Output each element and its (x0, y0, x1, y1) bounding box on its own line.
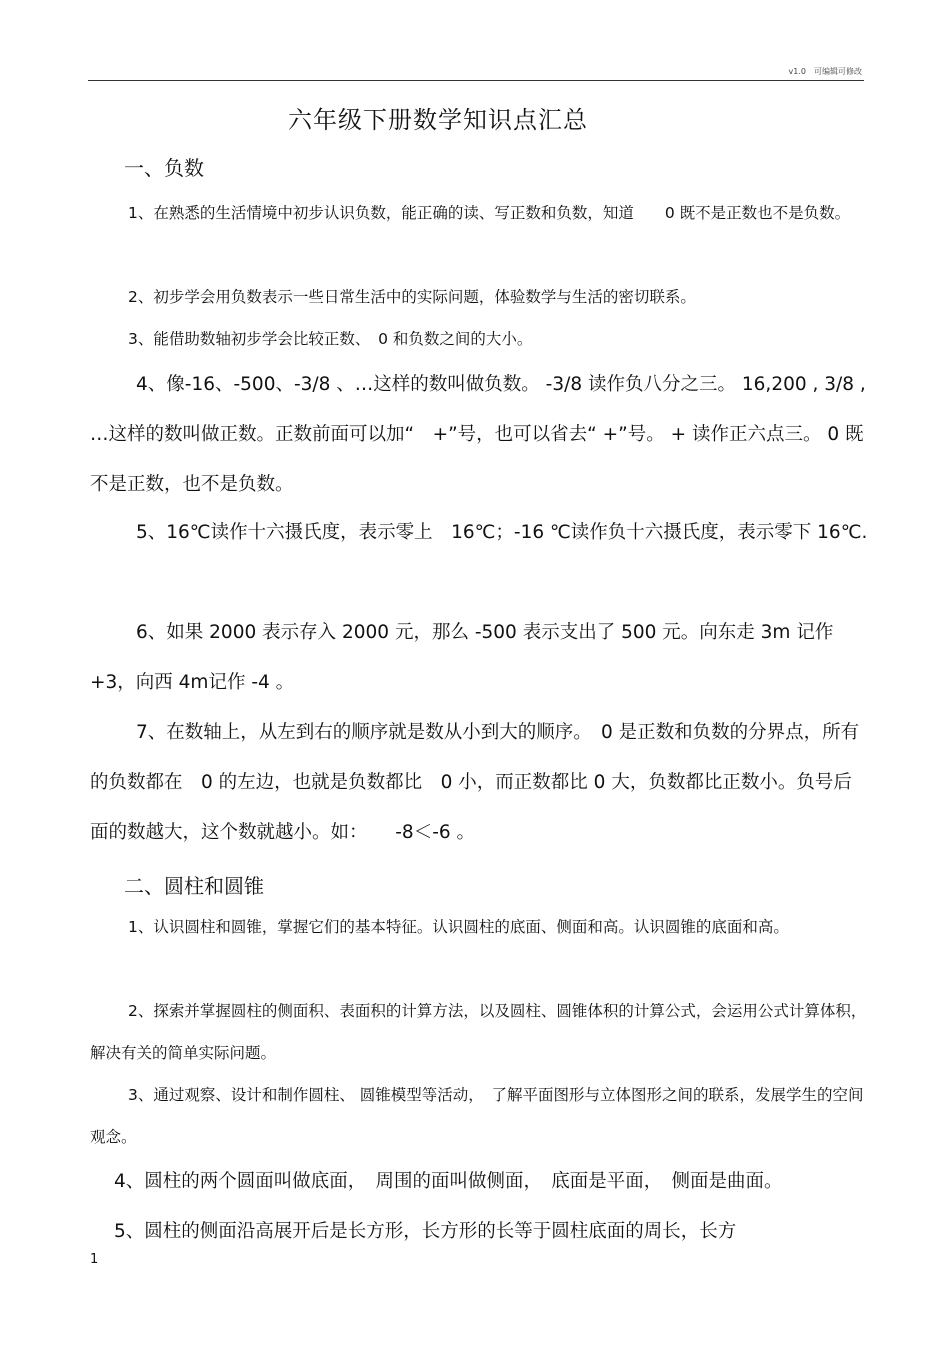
header-rule (88, 80, 864, 81)
section-heading-negative-numbers: 一、负数 (124, 156, 204, 180)
paragraph: 4、圆柱的两个圆面叫做底面， 周围的面叫做侧面， 底面是平面， 侧面是曲面。 (114, 1171, 783, 1192)
paragraph: 6、如果 2000 表示存入 2000 元，那么 -500 表示支出了 500 元。向东走 3m 记作 +3，向西 4m记作 -4 。 (90, 622, 834, 693)
section-heading-cylinder-cone: 二、圆柱和圆锥 (124, 874, 264, 898)
paragraph: 1、在熟悉的生活情境中初步认识负数，能正确的读、写正数和负数，知道 0 既不是正数也不是负数。 (128, 204, 851, 222)
paragraph: 3、能借助数轴初步学会比较正数、 0 和负数之间的大小。 (128, 330, 533, 348)
paragraph: 3、通过观察、设计和制作圆柱、 圆锥模型等活动， 了解平面图形与立体图形之间的联系，发展学生的空间观念。 (90, 1086, 864, 1146)
page-number: 1 (90, 1252, 99, 1267)
paragraph: 1、认识圆柱和圆锥，掌握它们的基本特征。认识圆柱的底面、侧面和高。认识圆锥的底面和高。 (128, 918, 789, 936)
header-note: v1.0 可编辑可修改 (788, 67, 862, 76)
paragraph: 2、初步学会用负数表示一些日常生活中的实际问题，体验数学与生活的密切联系。 (128, 288, 696, 306)
paragraph: 5、圆柱的侧面沿高展开后是长方形，长方形的长等于圆柱底面的周长，长方 (114, 1221, 737, 1242)
paragraph: 7、在数轴上，从左到右的顺序就是数从小到大的顺序。 0 是正数和负数的分界点，所有的负数都在 0 的左边，也就是负数都比 0 小，而正数都比 0 大，负数都比正数小。负号后面的数越大，这个数就越小。如： -8＜-6 。 (90, 722, 860, 843)
paragraph: 4、像-16、-500、-3/8 、…这样的数叫做负数。 -3/8 读作负八分之三。 16,200 , 3/8 , …这样的数叫做正数。正数前面可以加“ +”号，也可以省去“ +”号。 + 读作正六点三。 0 既不是正数，也不是负数。 (90, 374, 866, 495)
paragraph: 5、16℃读作十六摄氏度，表示零上 16℃；-16 ℃读作负十六摄氏度，表示零下 16℃. (136, 522, 868, 543)
paragraph: 2、探索并掌握圆柱的侧面积、表面积的计算方法，以及圆柱、圆锥体积的计算公式，会运用公式计算体积，解决有关的简单实际问题。 (90, 1002, 867, 1062)
document-title: 六年级下册数学知识点汇总 (288, 106, 588, 134)
